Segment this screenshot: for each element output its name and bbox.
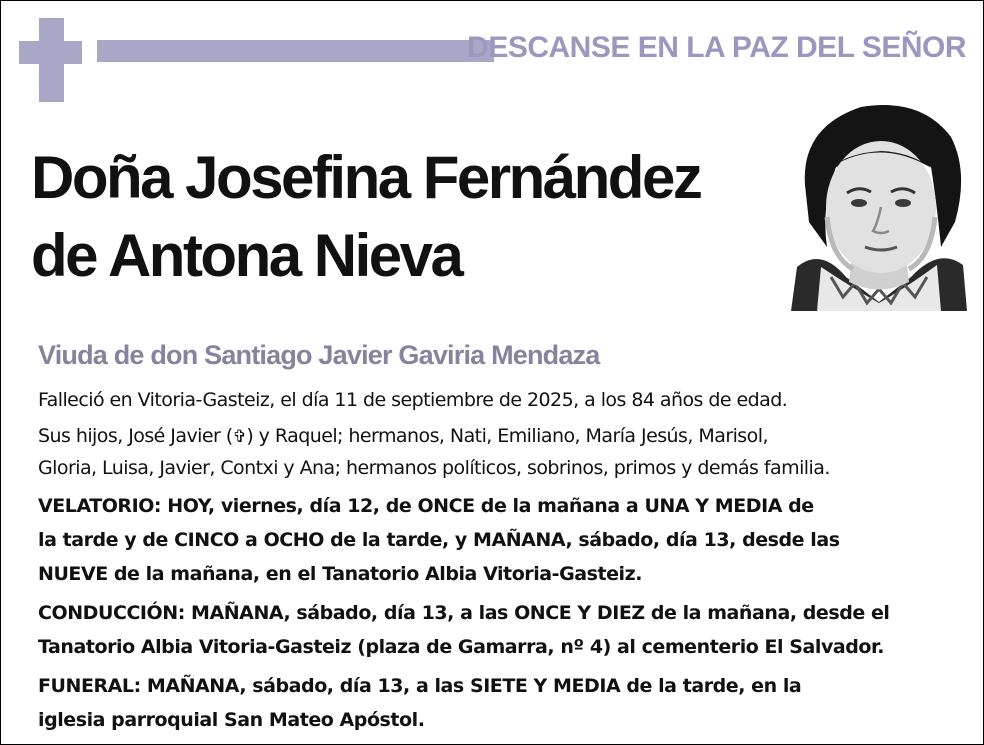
header-title: DESCANSE EN LA PAZ DEL SEÑOR	[467, 31, 966, 64]
family-text-a: Sus hijos, José Javier (	[38, 425, 233, 447]
family-line-2: Gloria, Luisa, Javier, Contxi y Ana; hermanos políticos, sobrinos, primos y demás familia.	[38, 457, 830, 479]
cross-icon-bar	[19, 41, 82, 64]
velatorio-line-3: NUEVE de la mañana, en el Tanatorio Albia Vitoria-Gasteiz.	[38, 563, 642, 585]
deceased-name	[31, 139, 791, 295]
velatorio-line-2: la tarde y de CINCO a OCHO de la tarde, y MAÑANA, sábado, día 13, desde las	[38, 529, 840, 551]
latin-cross-icon: ✞	[232, 427, 247, 447]
widow-of-subtitle: Viuda de don Santiago Javier Gaviria Mendaza	[38, 340, 600, 370]
conduccion-line-2: Tanatorio Albia Vitoria-Gasteiz (plaza de Gamarra, nº 4) al cementerio El Salvador.	[38, 636, 884, 658]
funeral-line-1: FUNERAL: MAÑANA, sábado, día 13, a las SIETE Y MEDIA de la tarde, en la	[38, 675, 802, 697]
family-line-1	[38, 421, 968, 453]
portrait-photo	[791, 97, 967, 311]
family-paragraph	[38, 421, 968, 484]
conduccion-line-1: CONDUCCIÓN: MAÑANA, sábado, día 13, a las ONCE Y DIEZ de la mañana, desde el	[38, 602, 890, 624]
deceased-name-line1: Doña Josefina Fernández	[31, 144, 701, 211]
death-text: Falleció en Vitoria-Gasteiz, el día 11 de septiembre de 2025, a los 84 años de edad.	[38, 389, 788, 411]
death-paragraph	[38, 385, 968, 416]
velatorio-line-1: VELATORIO: HOY, viernes, día 12, de ONCE de la mañana a UNA Y MEDIA de	[38, 495, 814, 517]
funeral-paragraph	[38, 669, 968, 737]
velatorio-paragraph	[38, 489, 968, 591]
family-text-b: ) y Raquel; hermanos, Nati, Emiliano, María Jesús, Marisol,	[246, 425, 768, 447]
conduccion-paragraph	[38, 596, 968, 664]
header-rule	[97, 40, 494, 62]
obituary-body	[38, 385, 968, 737]
deceased-name-line2: de Antona Nieva	[31, 222, 462, 289]
funeral-line-2: iglesia parroquial San Mateo Apóstol.	[38, 709, 425, 731]
